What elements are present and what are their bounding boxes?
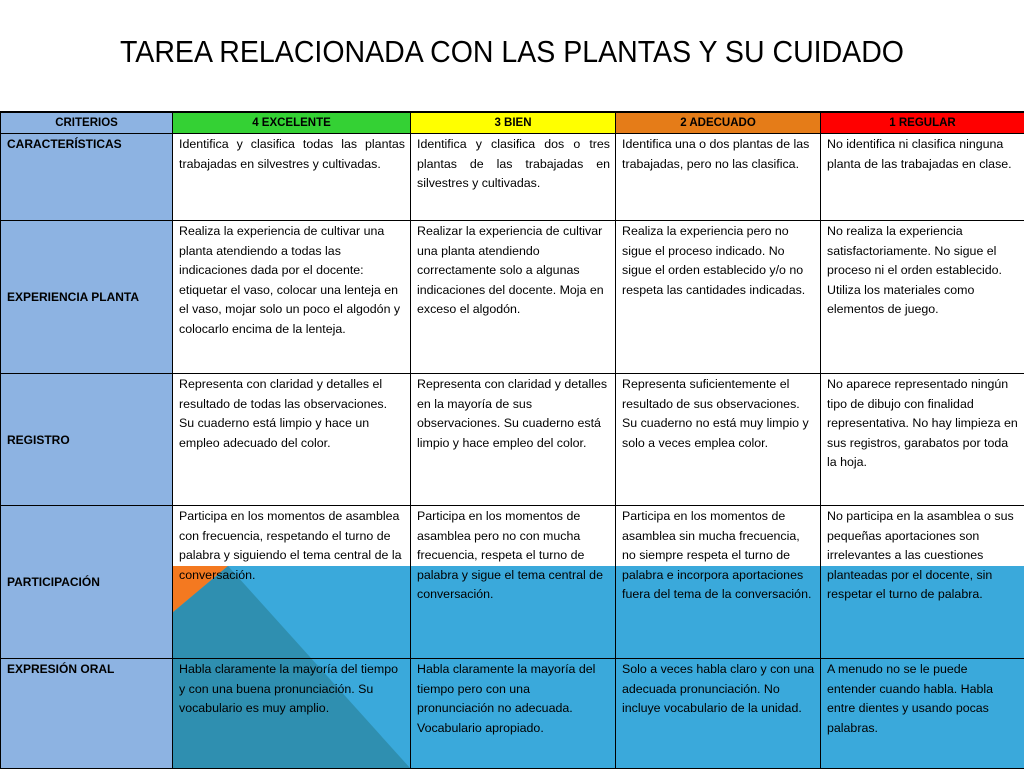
table-cell: No realiza la experiencia satisfactoriamente. No sigue el proceso ni el orden establecido. Utiliza los materiales como elementos de juego. xyxy=(821,221,1024,374)
table-cell: Solo a veces habla claro y con una adecuada pronunciación. No incluye vocabulario de la unidad. xyxy=(616,659,821,769)
table-cell: Representa con claridad y detalles en la mayoría de sus observaciones. Su cuaderno está limpio y hace empleo del color. xyxy=(411,374,616,506)
table-cell: Participa en los momentos de asamblea con frecuencia, respetando el turno de palabra y siguiendo el tema central de la conversación. xyxy=(173,506,411,659)
table-cell: Participa en los momentos de asamblea pero no con mucha frecuencia, respeta el turno de palabra y sigue el tema central de conversación. xyxy=(411,506,616,659)
criterion-experiencia-planta: EXPERIENCIA PLANTA xyxy=(1,221,173,374)
table-cell: Identifica y clasifica todas las plantas trabajadas en silvestres y cultivadas. xyxy=(173,134,411,221)
table-cell: A menudo no se le puede entender cuando habla. Habla entre dientes y usando pocas palabras. xyxy=(821,659,1024,769)
criterion-registro: REGISTRO xyxy=(1,374,173,506)
table-cell: Realiza la experiencia pero no sigue el proceso indicado. No sigue el orden establecido y/o no respeta las cantidades indicadas. xyxy=(616,221,821,374)
table-cell: Habla claramente la mayoría del tiempo y con una buena pronunciación. Su vocabulario es muy amplio. xyxy=(173,659,411,769)
header-level-3: 3 BIEN xyxy=(411,112,616,134)
table-cell: Habla claramente la mayoría del tiempo pero con una pronunciación no adecuada. Vocabulario apropiado. xyxy=(411,659,616,769)
table-cell: No participa en la asamblea o sus pequeñas aportaciones son irrelevantes a las cuestiones planteadas por el docente, sin respetar el turno de palabra. xyxy=(821,506,1024,659)
table-cell: Representa con claridad y detalles el resultado de todas las observaciones. Su cuaderno está limpio y hace un empleo adecuado del color. xyxy=(173,374,411,506)
table-cell: Representa suficientemente el resultado de sus observaciones. Su cuaderno no está muy limpio y solo a veces emplea color. xyxy=(616,374,821,506)
slide-title: TAREA RELACIONADA CON LAS PLANTAS Y SU CUIDADO xyxy=(41,34,983,70)
table-row xyxy=(1,506,1024,659)
table-cell: Identifica y clasifica dos o tres plantas de las trabajadas en silvestres y cultivadas. xyxy=(411,134,616,221)
table-cell: Identifica una o dos plantas de las trabajadas, pero no las clasifica. xyxy=(616,134,821,221)
header-row xyxy=(1,112,1024,134)
criterion-participacion: PARTICIPACIÓN xyxy=(1,506,173,659)
table-row xyxy=(1,374,1024,506)
table-row xyxy=(1,134,1024,221)
table-cell: Realiza la experiencia de cultivar una planta atendiendo a todas las indicaciones dada por el docente: etiquetar el vaso, colocar una lenteja en el vaso, mojar solo un poco el algodón y colocarlo encima de la lenteja. xyxy=(173,221,411,374)
header-level-1: 1 REGULAR xyxy=(821,112,1024,134)
header-criteria: CRITERIOS xyxy=(1,112,173,134)
table-row xyxy=(1,221,1024,374)
header-level-2: 2 ADECUADO xyxy=(616,112,821,134)
criterion-caracteristicas: CARACTERÍSTICAS xyxy=(1,134,173,221)
rubric-table xyxy=(0,111,1024,769)
criterion-expresion-oral: EXPRESIÓN ORAL xyxy=(1,659,173,769)
table-cell: No identifica ni clasifica ninguna planta de las trabajadas en clase. xyxy=(821,134,1024,221)
table-cell: No aparece representado ningún tipo de dibujo con finalidad representativa. No hay limpieza en sus registros, garabatos por toda la hoja. xyxy=(821,374,1024,506)
table-cell: Realizar la experiencia de cultivar una planta atendiendo correctamente solo a algunas indicaciones del docente. Moja en exceso el algodón. xyxy=(411,221,616,374)
header-level-4: 4 EXCELENTE xyxy=(173,112,411,134)
table-cell: Participa en los momentos de asamblea sin mucha frecuencia, no siempre respeta el turno de palabra e incorpora aportaciones fuera del tema de la conversación. xyxy=(616,506,821,659)
table-row xyxy=(1,659,1024,769)
